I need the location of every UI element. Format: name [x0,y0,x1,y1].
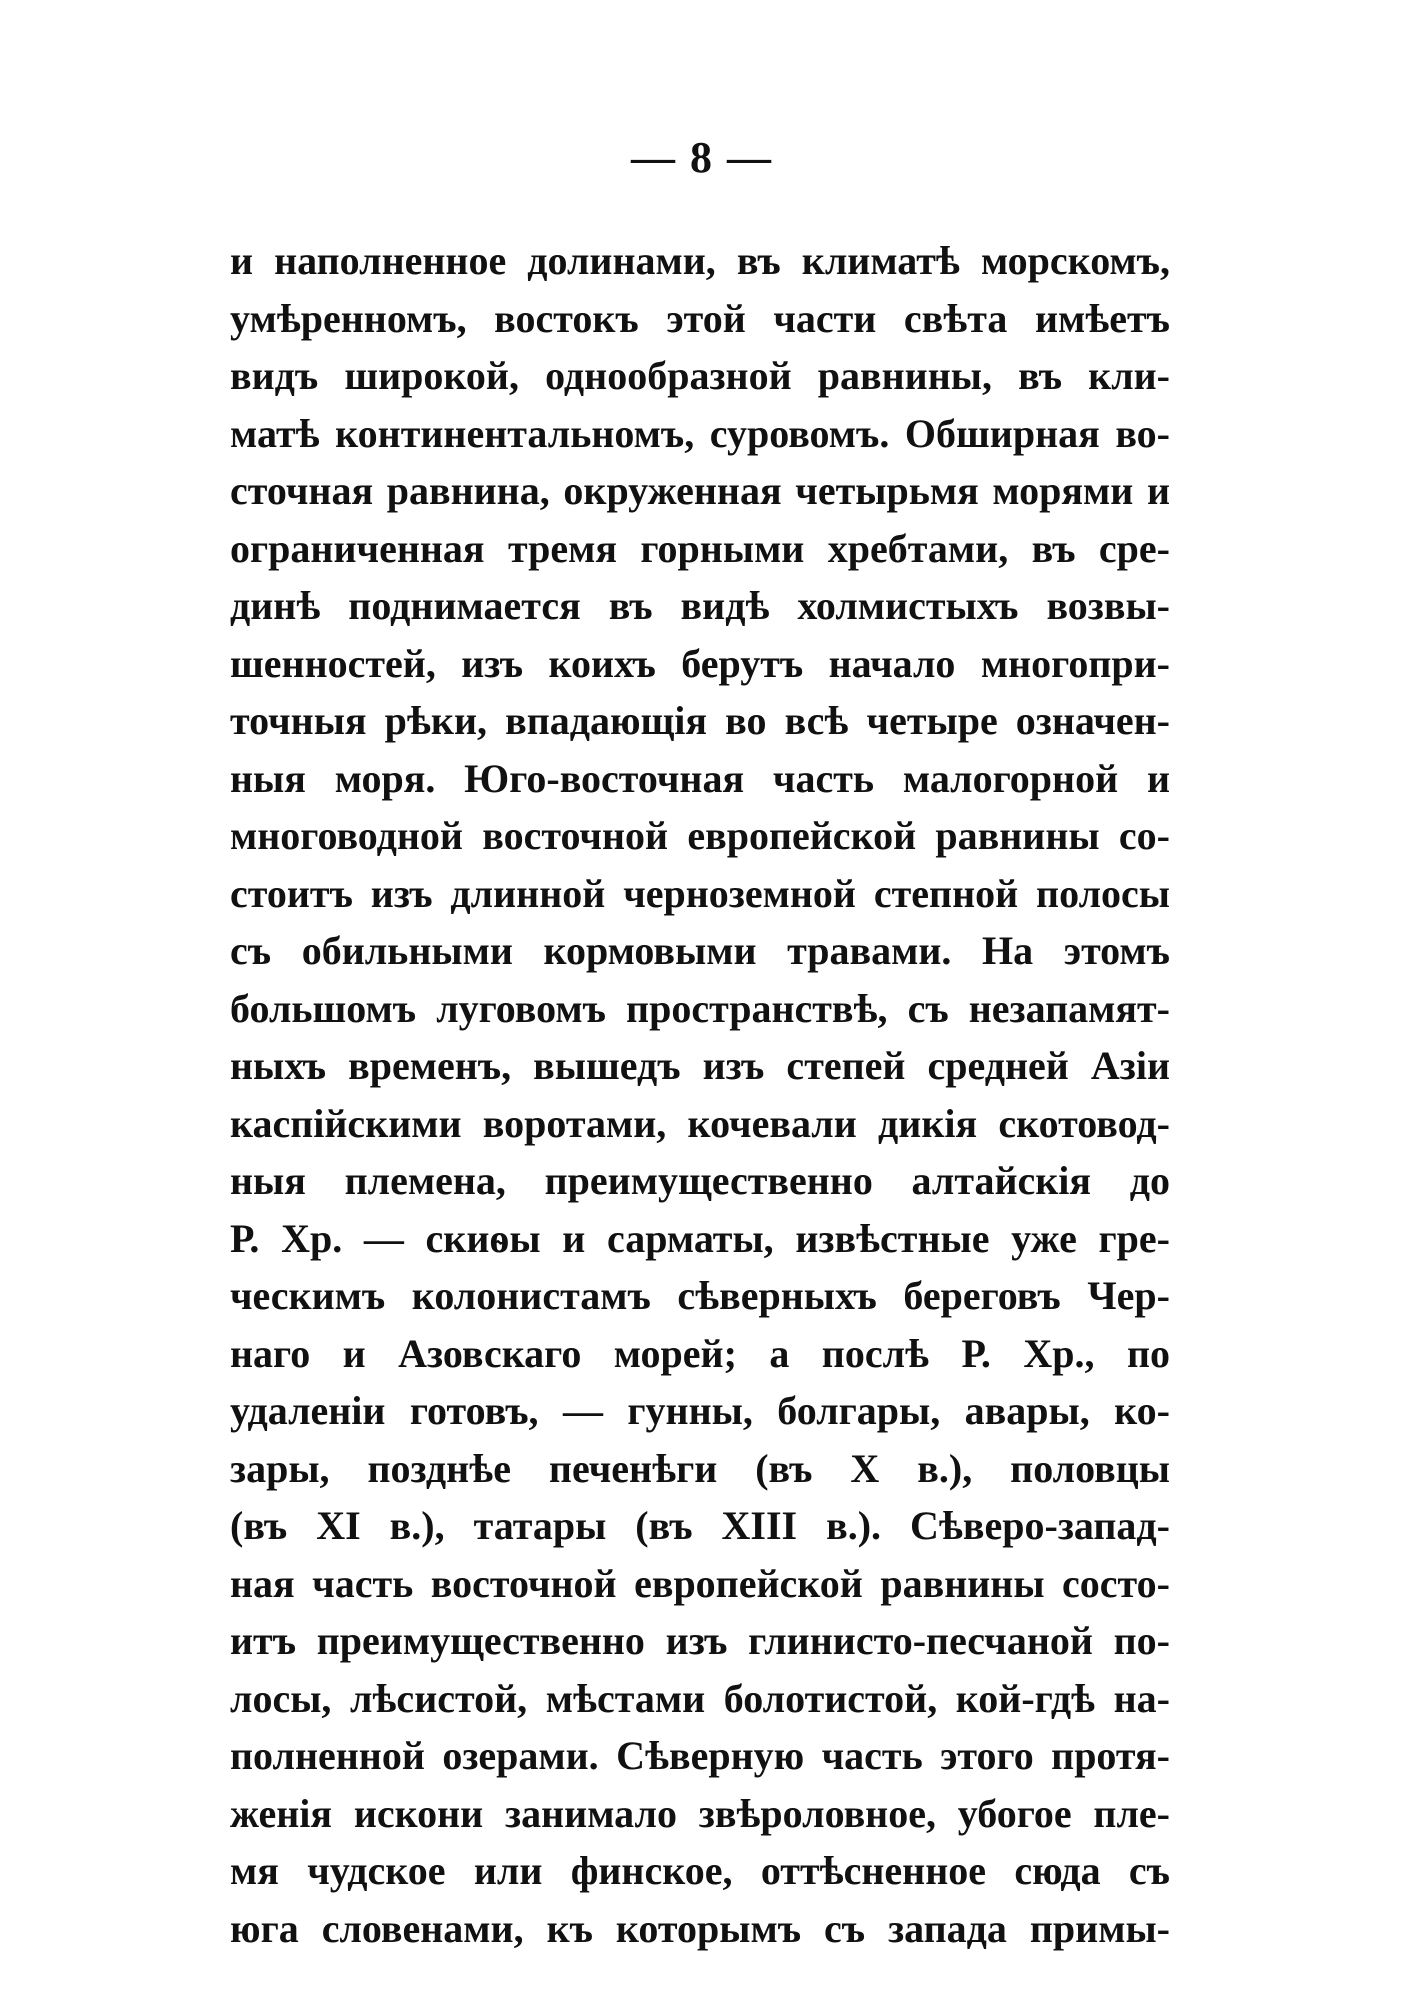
body-text [230,232,1170,1957]
text-line: женія искони занимало звѣроловное, убогое пле- [230,1790,1170,1836]
text-line: мя чудское или финское, оттѣсненное сюда съ [230,1848,1170,1893]
text-line: динѣ поднимается въ видѣ холмистыхъ возвы- [230,583,1170,628]
text-line: умѣренномъ, востокъ этой части свѣта имѣетъ [230,295,1170,341]
text-line: ческимъ колонистамъ сѣверныхъ береговъ Чер- [230,1273,1170,1318]
text-line: наго и Азовскаго морей; а послѣ Р. Хр., по [230,1330,1170,1376]
text-line: матѣ континентальномъ, суровомъ. Обширная во- [230,410,1170,456]
text-line: полненной озерами. Сѣверную часть этого протя- [230,1733,1170,1778]
text-line: лосы, лѣсистой, мѣстами болотистой, кой-гдѣ на- [230,1675,1170,1721]
text-line: сточная равнина, окруженная четырьмя морями и [230,468,1170,513]
text-line: каспійскими воротами, кочевали дикія скотовод- [230,1100,1170,1146]
text-line: зары, позднѣе печенѣги (въ X в.), половцы [230,1445,1170,1491]
text-line: (въ XI в.), татары (въ XIII в.). Сѣверо-запад- [230,1503,1170,1548]
text-line: ныя племена, преимущественно алтайскія до [230,1158,1170,1203]
text-line: итъ преимущественно изъ глинисто-песчаной по- [230,1618,1170,1663]
text-line: шенностей, изъ коихъ берутъ начало многопри- [230,640,1170,686]
text-line: ныхъ временъ, вышедъ изъ степей средней Азіи [230,1043,1170,1088]
text-line: удаленіи готовъ, — гунны, болгары, авары, ко- [230,1388,1170,1433]
text-line: видъ широкой, однообразной равнины, въ кли- [230,353,1170,398]
text-line: Р. Хр. — скиѳы и сарматы, извѣстные уже гре- [230,1215,1170,1261]
text-line: ныя моря. Юго-восточная часть малогорной и [230,755,1170,801]
text-line: ная часть восточной европейской равнины состо- [230,1560,1170,1606]
text-line: юга словенами, къ которымъ съ запада примы- [230,1905,1170,1951]
text-line: и наполненное долинами, въ климатѣ морскомъ, [230,238,1170,283]
text-line: съ обильными кормовыми травами. На этомъ [230,928,1170,973]
page-number: — 8 — [631,133,773,182]
text-line: стоитъ изъ длинной черноземной степной полосы [230,870,1170,916]
text-line: многоводной восточной европейской равнины со- [230,813,1170,858]
text-line: большомъ луговомъ пространствѣ, съ незапамят- [230,985,1170,1031]
text-line: ограниченная тремя горными хребтами, въ сре- [230,525,1170,571]
text-line: точныя рѣки, впадающія во всѣ четыре означен- [230,698,1170,743]
